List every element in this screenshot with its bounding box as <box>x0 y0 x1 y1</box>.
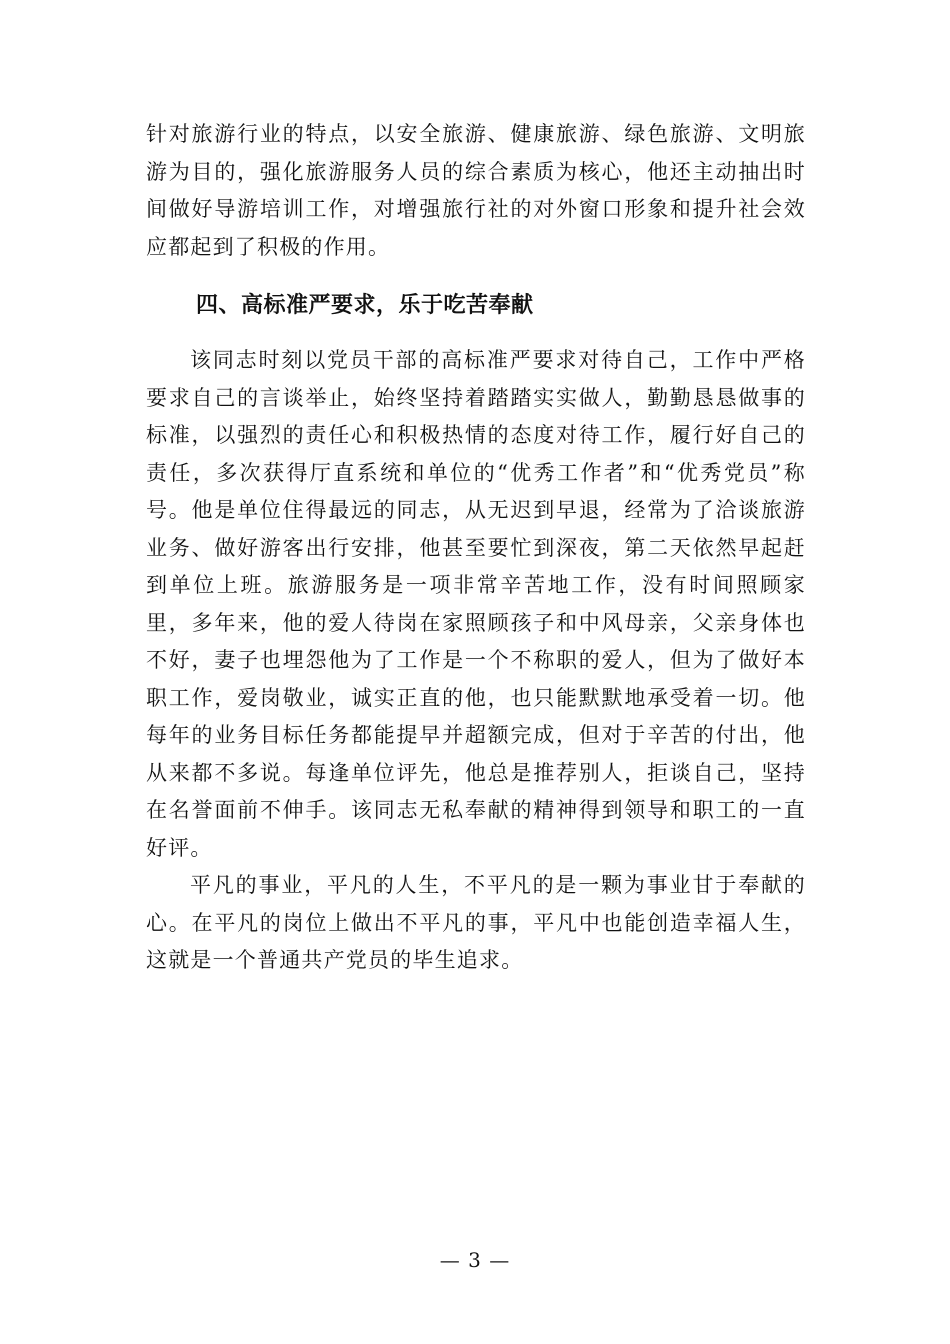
page-number: — 3 — <box>439 1248 511 1272</box>
section-heading: 四、高标准严要求，乐于吃苦奉献 <box>196 293 534 318</box>
paragraph-continued: 针对旅游行业的特点，以安全旅游、健康旅游、绿色旅游、文明旅游为目的，强化旅游服务人员的综合素质为核心，他还主动抽出时间做好导游培训工作，对增强旅行社的对外窗口形象和提升社会效应都起到了积极的作用。 <box>146 122 806 259</box>
paragraph-conclusion: 平凡的事业，平凡的人生，不平凡的是一颗为事业甘于奉献的心。在平凡的岗位上做出不平凡的事，平凡中也能创造幸福人生，这就是一个普通共产党员的毕生追求。 <box>146 873 806 972</box>
document-body <box>146 116 806 980</box>
paragraph-dedication: 该同志时刻以党员干部的高标准严要求对待自己，工作中严格要求自己的言谈举止，始终坚持着踏踏实实做人，勤勤恳恳做事的标准，以强烈的责任心和积极热情的态度对待工作，履行好自己的责任，多次获得厅直系统和单位的“优秀工作者”和“优秀党员”称号。他是单位住得最远的同志，从无迟到早退，经常为了洽谈旅游业务、做好游客出行安排，他甚至要忙到深夜，第二天依然早起赶到单位上班。旅游服务是一项非常辛苦地工作，没有时间照顾家里，多年来，他的爱人待岗在家照顾孩子和中风母亲，父亲身体也不好，妻子也埋怨他为了工作是一个不称职的爱人，但为了做好本职工作，爱岗敬业，诚实正直的他，也只能默默地承受着一切。他每年的业务目标任务都能提早并超额完成，但对于辛苦的付出，他从来都不多说。每逢单位评先，他总是推荐别人，拒谈自己，坚持在名誉面前不伸手。该同志无私奉献的精神得到领导和职工的一直好评。 <box>146 348 806 860</box>
